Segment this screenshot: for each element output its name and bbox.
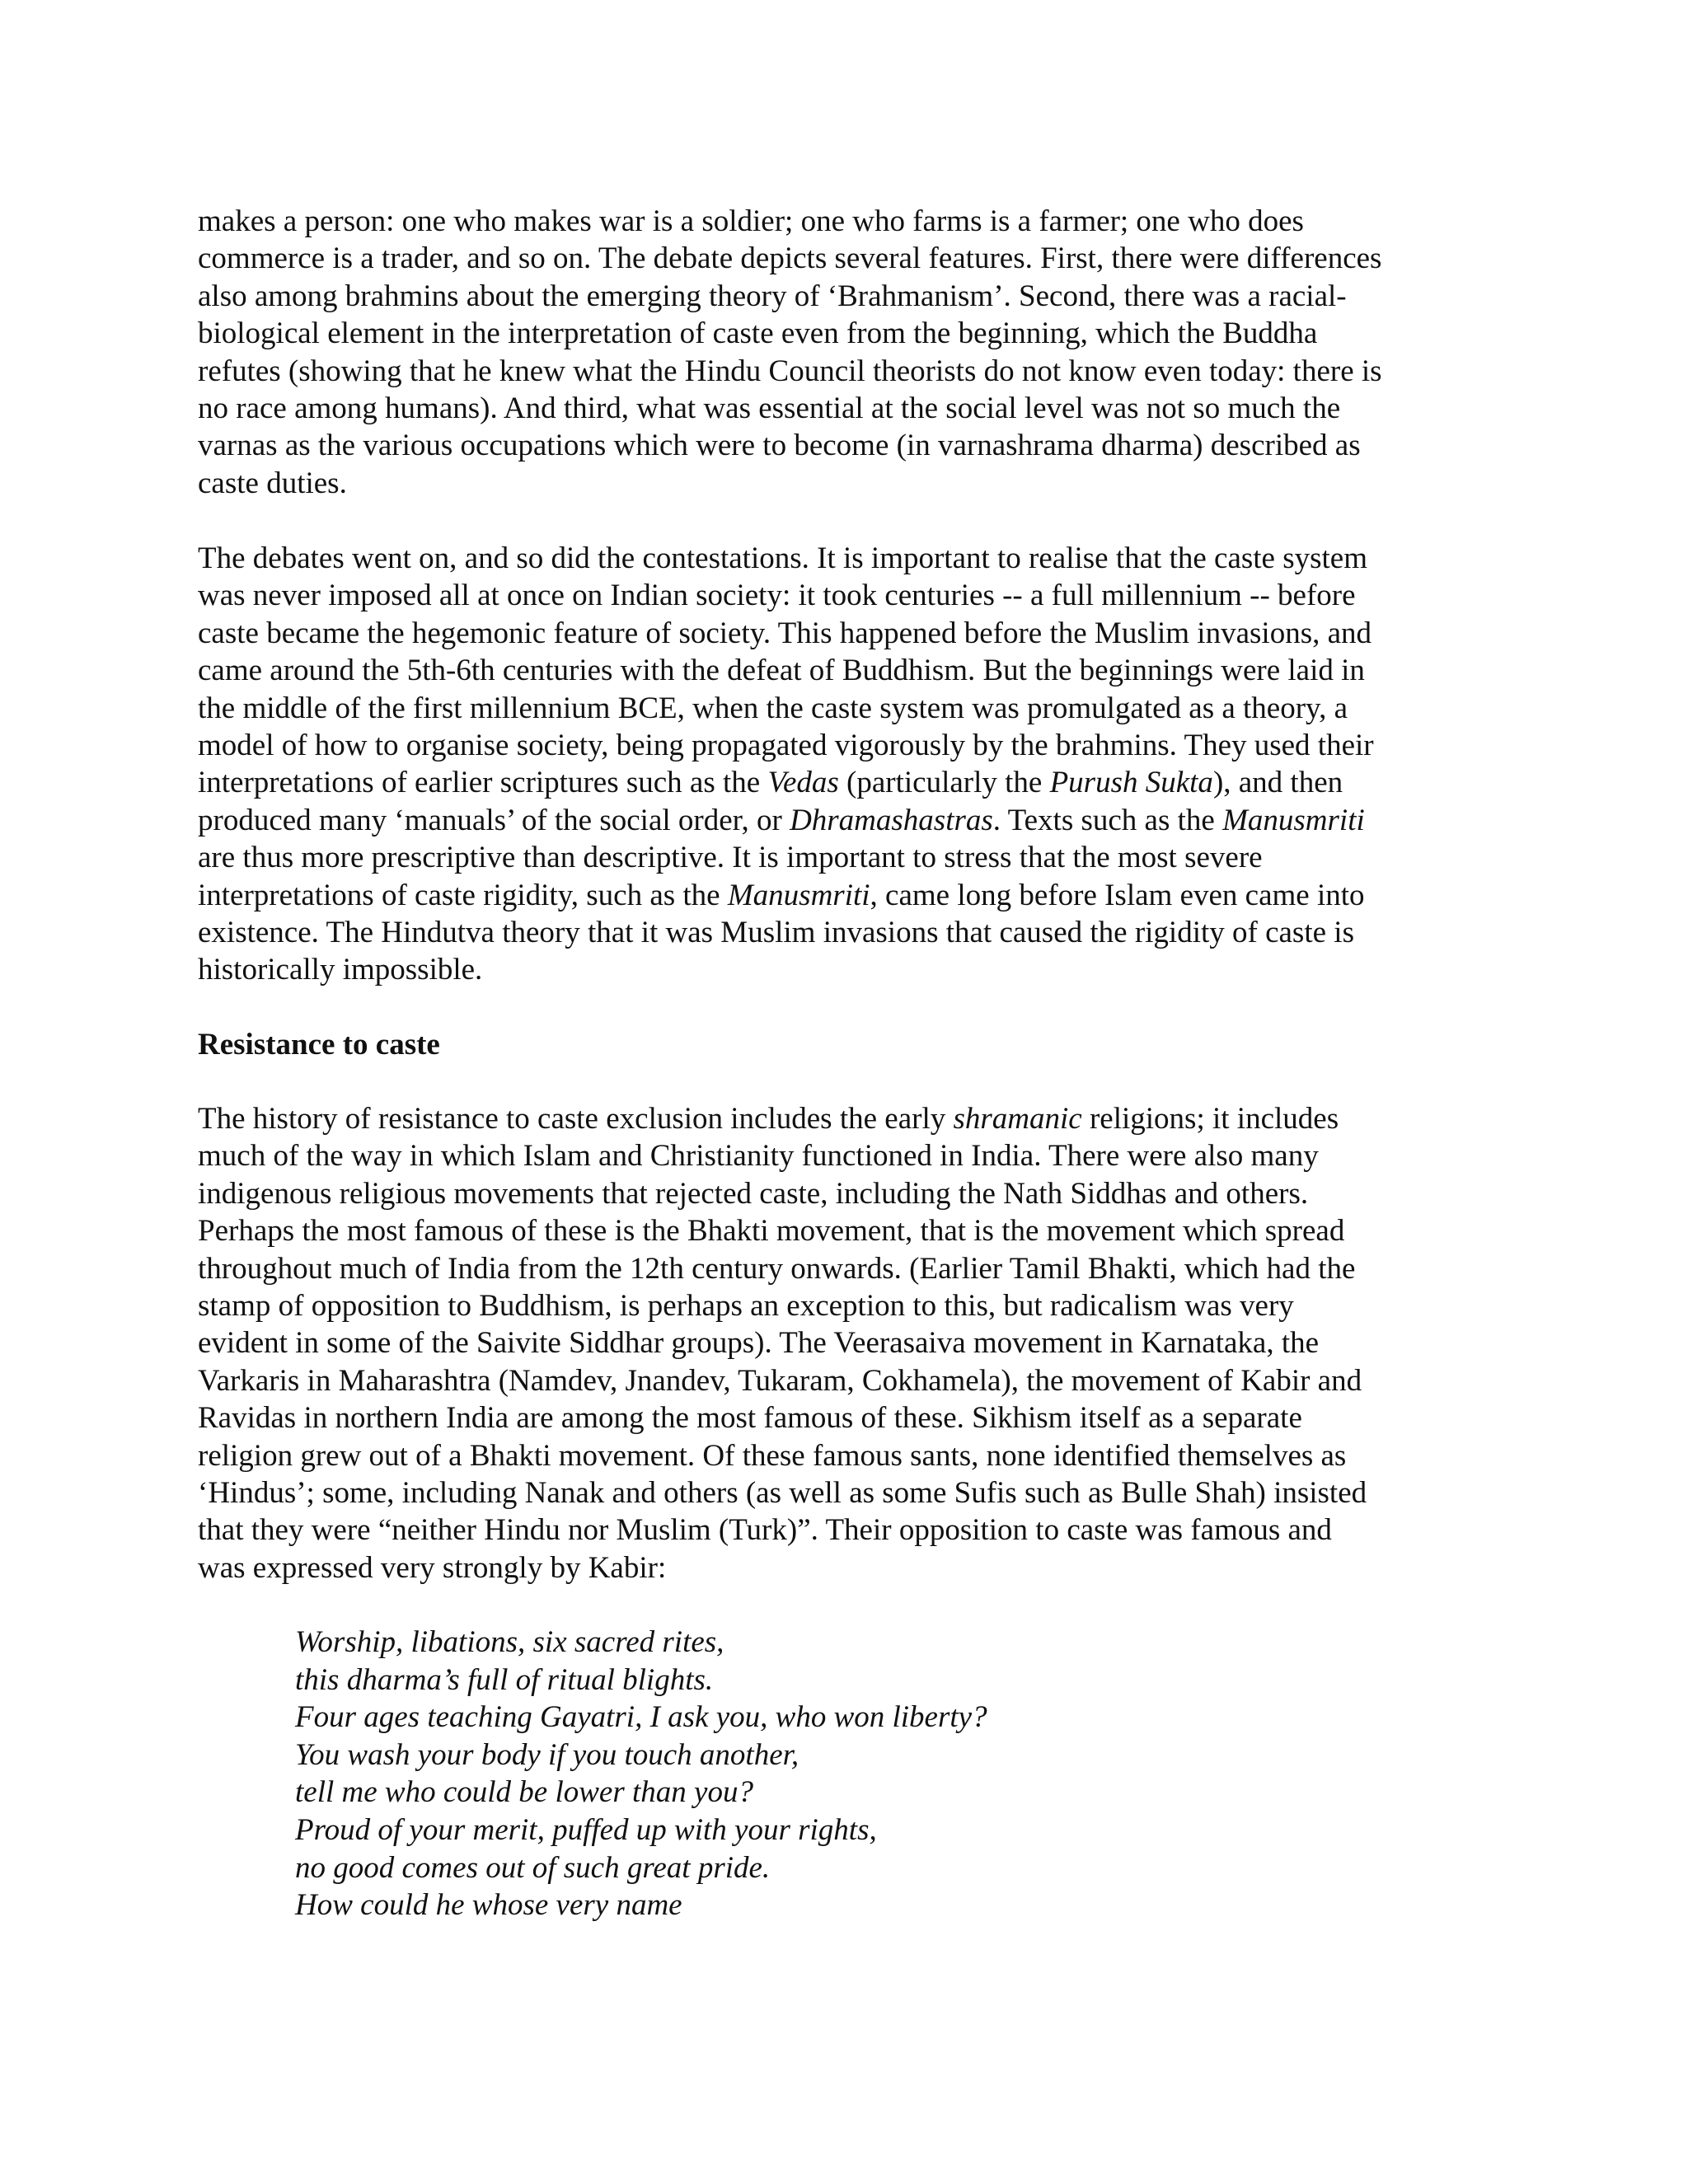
text-line: stamp of opposition to Buddhism, is perhaps an exception to this, but radicalism was very [198,1289,1294,1324]
text-run: religions; it includes [1081,1102,1339,1136]
text-line: historically impossible. [198,953,483,987]
text-line: The debates went on, and so did the contestations. It is important to realise that the caste system [198,541,1368,575]
text-line: caste became the hegemonic feature of society. This happened before the Muslim invasions, and [198,616,1372,650]
text-run: ), and then [1212,766,1343,800]
text-line: Perhaps the most famous of these is the Bhakti movement, that is the movement which spread [198,1214,1345,1249]
italic-term-manusmriti: Manusmriti [727,878,870,912]
poem-line: tell me who could be lower than you? [295,1775,753,1810]
text-line: the middle of the first millennium BCE, when the caste system was promulgated as a theory, a [198,691,1348,725]
text-line [198,1100,1517,1137]
italic-term-manusmriti: Manusmriti [1222,803,1365,837]
text-line: makes a person: one who makes war is a soldier; one who farms is a farmer; one who does [198,204,1304,238]
text-run: interpretations of earlier scriptures such as the [198,766,768,800]
poem-line: this dharma’s full of ritual blights. [295,1662,714,1697]
poem-line: Four ages teaching Gayatri, I ask you, who won liberty? [295,1700,987,1735]
text-run: produced many ‘manuals’ of the social order, or [198,803,790,837]
text-line [198,802,1517,839]
paragraph-resistance [198,1100,1517,1586]
text-line: model of how to organise society, being propagated vigorously by the brahmins. They used their [198,729,1374,763]
text-line: Varkaris in Maharashtra (Namdev, Jnandev, Tukaram, Cokhamela), the movement of Kabir and [198,1363,1362,1398]
text-line: varnas as the various occupations which were to become (in varnashrama dharma) described as [198,429,1361,463]
text-line: also among brahmins about the emerging theory of ‘Brahmanism’. Second, there was a racial- [198,279,1347,313]
text-run: (particularly the [838,766,1050,800]
italic-term-vedas: Vedas [767,766,839,800]
text-run: The history of resistance to caste exclusion includes the early [198,1102,954,1136]
poem-line: Proud of your merit, puffed up with your rights, [295,1812,877,1847]
paragraph-varna-debate [198,203,1517,502]
italic-term-purush-sukta: Purush Sukta [1049,766,1213,800]
poem-line: How could he whose very name [295,1888,682,1923]
poem-line: Worship, libations, six sacred rites, [295,1625,724,1659]
text-line [198,764,1517,801]
text-line: refutes (showing that he knew what the Hindu Council theorists do not know even today: there is [198,354,1382,388]
paragraph-caste-history [198,540,1517,989]
text-line: existence. The Hindutva theory that it was Muslim invasions that caused the rigidity of caste is [198,916,1354,950]
text-line: much of the way in which Islam and Christianity functioned in India. There were also many [198,1139,1319,1174]
text-line: are thus more prescriptive than descriptive. It is important to stress that the most severe [198,841,1263,875]
text-line: that they were “neither Hindu nor Muslim (Turk)”. Their opposition to caste was famous and [198,1513,1332,1548]
text-run: . Texts such as the [992,803,1223,837]
text-line: was never imposed all at once on Indian society: it took centuries -- a full millennium -- before [198,579,1356,613]
poem-line: no good comes out of such great pride. [295,1850,771,1885]
text-run: , came long before Islam even came into [870,878,1365,912]
text-line: religion grew out of a Bhakti movement. Of these famous sants, none identified themselves as [198,1438,1347,1473]
text-line: commerce is a trader, and so on. The debate depicts several features. First, there were differences [198,241,1382,276]
text-line: caste duties. [198,466,347,500]
text-line: Ravidas in northern India are among the most famous of these. Sikhism itself as a separate [198,1401,1302,1436]
text-run: interpretations of caste rigidity, such as the [198,878,728,912]
italic-term-dhramashastras: Dhramashastras [790,803,993,837]
text-line: evident in some of the Saivite Siddhar groups). The Veerasaiva movement in Karnataka, the [198,1326,1320,1361]
text-line: no race among humans). And third, what was essential at the social level was not so much the [198,391,1341,426]
section-heading: Resistance to caste [198,1028,440,1062]
text-line: was expressed very strongly by Kabir: [198,1550,667,1585]
poem-line: You wash your body if you touch another, [295,1737,799,1772]
kabir-poem-quote [295,1624,987,1924]
italic-term-shramanic: shramanic [953,1102,1082,1136]
text-line: ‘Hindus’; some, including Nanak and others (as well as some Sufis such as Bulle Shah) insisted [198,1476,1367,1511]
text-line: biological element in the interpretation of caste even from the beginning, which the Buddha [198,316,1318,351]
text-line: indigenous religious movements that rejected caste, including the Nath Siddhas and others. [198,1176,1309,1211]
text-line [198,877,1517,914]
text-line: came around the 5th-6th centuries with the defeat of Buddhism. But the beginnings were laid in [198,654,1365,688]
text-line: throughout much of India from the 12th century onwards. (Earlier Tamil Bhakti, which had the [198,1251,1356,1286]
